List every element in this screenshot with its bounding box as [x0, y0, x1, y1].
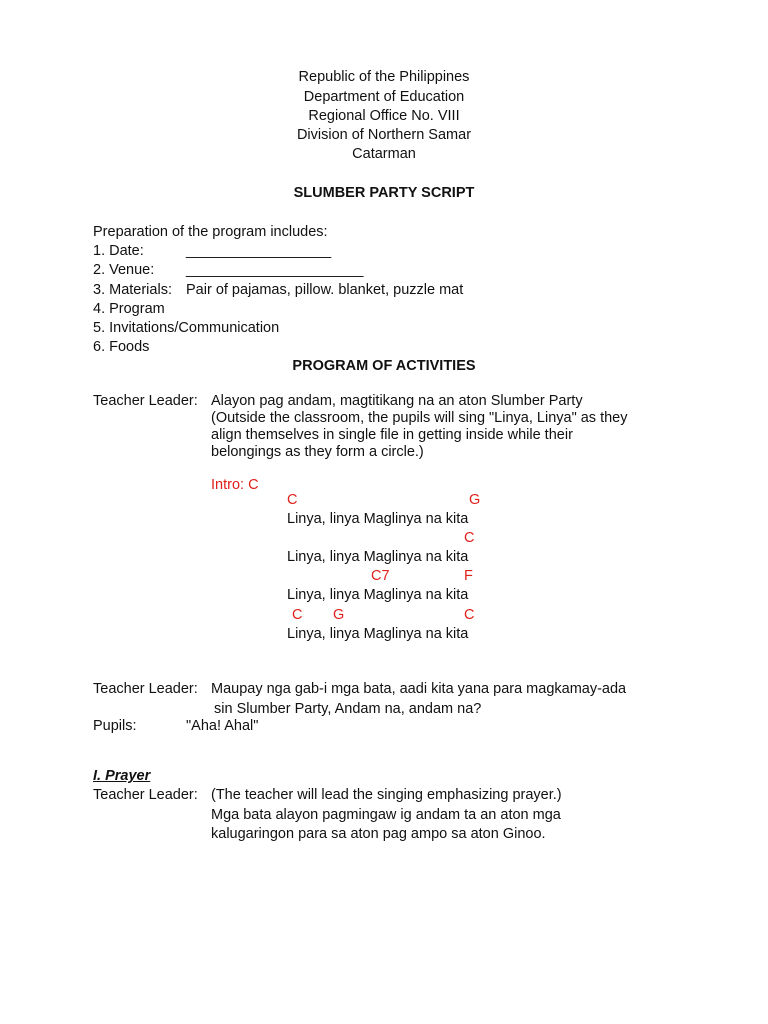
opening-note-line-1: (Outside the classroom, the pupils will sing "Linya, Linya" as they	[211, 410, 628, 426]
prayer-heading: I. Prayer	[93, 768, 151, 784]
document-title: SLUMBER PARTY SCRIPT	[293, 185, 475, 201]
song-lyric-line-4: Linya, linya Maglinya na kita	[287, 626, 469, 642]
preparation-item-date-blank: __________________	[186, 243, 332, 259]
opening-speaker: Teacher Leader:	[93, 393, 198, 409]
prayer-speaker: Teacher Leader:	[93, 787, 198, 803]
preparation-item-venue-blank: ______________________	[186, 262, 364, 278]
preparation-item-foods: 6. Foods	[93, 339, 150, 355]
opening-note-line-2: align themselves in single file in getting inside while their	[211, 427, 573, 443]
preparation-item-materials-value: Pair of pajamas, pillow. blanket, puzzle mat	[186, 282, 464, 298]
preparation-item-materials-label: 3. Materials:	[93, 282, 172, 298]
song-chord: C	[292, 607, 303, 623]
opening-line: Alayon pag andam, magtitikang na an aton Slumber Party	[211, 393, 583, 409]
song-chord: F	[464, 568, 473, 584]
song-intro-chord: Intro: C	[211, 477, 259, 493]
header-line-department: Department of Education	[303, 89, 465, 105]
pupils-label: Pupils:	[93, 718, 137, 734]
preparation-item-invitations: 5. Invitations/Communication	[93, 320, 280, 336]
song-chord: C	[287, 492, 298, 508]
song-lyric-line-3: Linya, linya Maglinya na kita	[287, 587, 469, 603]
preparation-item-program: 4. Program	[93, 301, 165, 317]
greeting-line-2: sin Slumber Party, Andam na, andam na?	[214, 701, 482, 717]
opening-note-line-3: belongings as they form a circle.)	[211, 444, 424, 460]
song-lyric-line-1: Linya, linya Maglinya na kita	[287, 511, 469, 527]
prayer-line-3: kalugaringon para sa aton pag ampo sa aton Ginoo.	[211, 826, 546, 842]
greeting-speaker: Teacher Leader:	[93, 681, 198, 697]
header-line-city: Catarman	[352, 146, 416, 162]
song-chord: C	[464, 607, 475, 623]
song-chord: C	[464, 530, 475, 546]
prayer-line-1: (The teacher will lead the singing emphasizing prayer.)	[211, 787, 562, 803]
program-title: PROGRAM OF ACTIVITIES	[292, 358, 476, 374]
greeting-line-1: Maupay nga gab-i mga bata, aadi kita yana para magkamay-ada	[211, 681, 627, 697]
preparation-intro: Preparation of the program includes:	[93, 224, 328, 240]
header-line-republic: Republic of the Philippines	[298, 69, 470, 85]
header-line-division: Division of Northern Samar	[296, 127, 472, 143]
header-line-regional-office: Regional Office No. VIII	[308, 108, 460, 124]
prayer-line-2: Mga bata alayon pagmingaw ig andam ta an aton mga	[211, 807, 561, 823]
song-chord: G	[333, 607, 345, 623]
song-chord: G	[469, 492, 481, 508]
preparation-item-venue-label: 2. Venue:	[93, 262, 155, 278]
song-chord: C7	[371, 568, 390, 584]
preparation-item-date-label: 1. Date:	[93, 243, 144, 259]
song-lyric-line-2: Linya, linya Maglinya na kita	[287, 549, 469, 565]
pupils-response: "Aha! Ahal"	[186, 718, 259, 734]
